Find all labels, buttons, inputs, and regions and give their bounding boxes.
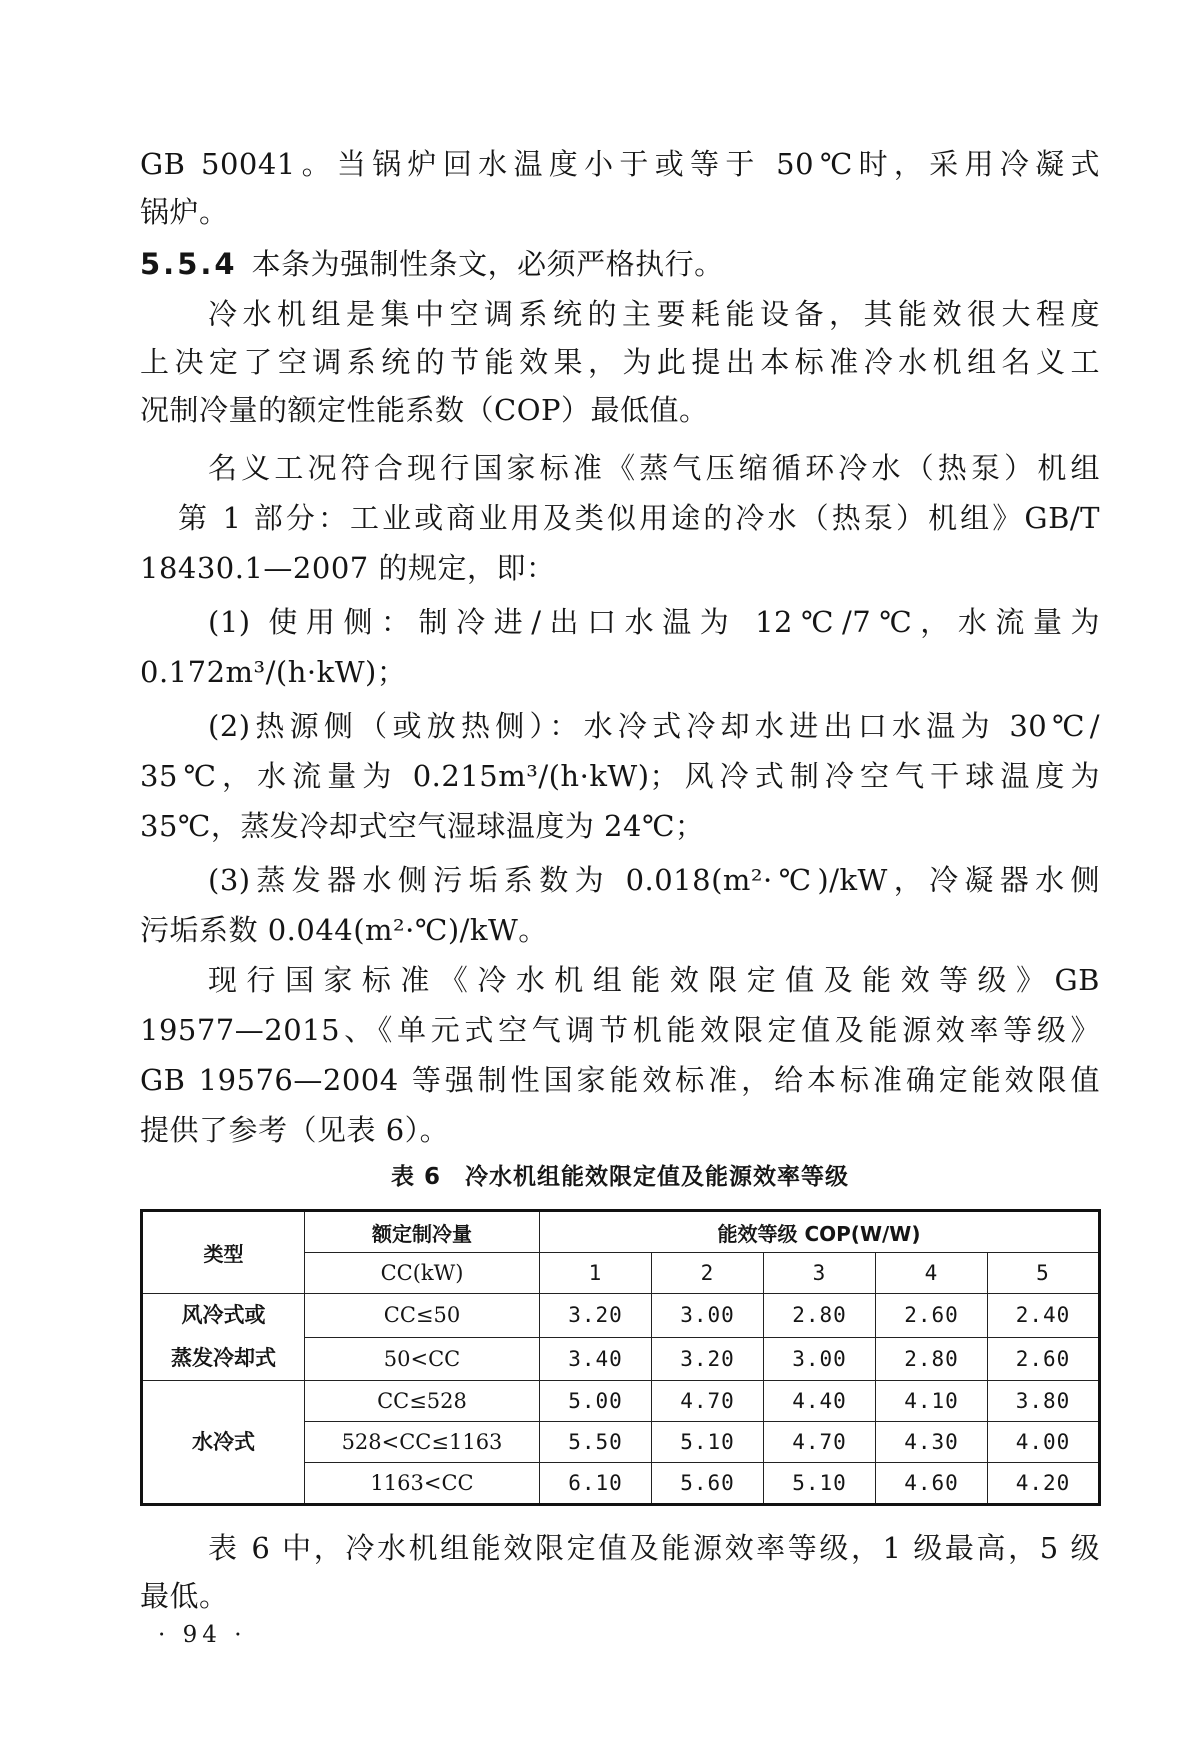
- paragraph-line: 锅炉。: [140, 195, 229, 229]
- cop-cell: 4.30: [876, 1422, 988, 1463]
- cop-cell: 2.60: [876, 1294, 988, 1338]
- page-number: · 94 ·: [158, 1622, 247, 1648]
- paragraph-line: 35℃，水流量为 0.215m³/(h·kW)；风冷式制冷空气干球温度为: [140, 759, 1100, 793]
- paragraph-line: (3)蒸发器水侧污垢系数为 0.018(m²·℃)/kW，冷凝器水侧: [208, 863, 1100, 897]
- paragraph-line: 第 1 部分：工业或商业用及类似用途的冷水（热泵）机组》GB/T: [178, 501, 1100, 535]
- cop-cell: 3.80: [988, 1381, 1100, 1422]
- cop-cell: 4.70: [652, 1381, 764, 1422]
- cop-cell: 5.60: [652, 1463, 764, 1505]
- section-heading-text: 本条为强制性条文，必须严格执行。: [251, 247, 724, 281]
- header-grade: 4: [876, 1253, 988, 1294]
- cop-cell: 5.10: [652, 1422, 764, 1463]
- cop-cell: 5.10: [764, 1463, 876, 1505]
- cop-efficiency-table: [140, 1209, 1101, 1506]
- header-grade: 5: [988, 1253, 1100, 1294]
- cop-cell: 4.20: [988, 1463, 1100, 1505]
- paragraph-line: 提供了参考（见表 6）。: [140, 1113, 450, 1147]
- header-capacity-line1: 额定制冷量: [305, 1211, 540, 1253]
- cop-cell: 4.00: [988, 1422, 1100, 1463]
- header-grade: 2: [652, 1253, 764, 1294]
- paragraph-line: GB 19576—2004 等强制性国家能效标准，给本标准确定能效限值: [140, 1063, 1100, 1097]
- cop-cell: 4.70: [764, 1422, 876, 1463]
- cop-cell: 2.60: [988, 1337, 1100, 1381]
- capacity-cell: CC≤50: [305, 1294, 540, 1338]
- table-row: [142, 1381, 1100, 1422]
- cop-cell: 3.00: [764, 1337, 876, 1381]
- type-cell: [142, 1294, 305, 1381]
- cop-cell: 4.10: [876, 1381, 988, 1422]
- type-line: 蒸发冷却式: [171, 1346, 276, 1370]
- cop-cell: 5.50: [540, 1422, 652, 1463]
- header-grade-group: 能效等级 COP(W/W): [540, 1211, 1100, 1253]
- cop-cell: 6.10: [540, 1463, 652, 1505]
- type-cell: [142, 1381, 305, 1505]
- cop-cell: 4.60: [876, 1463, 988, 1505]
- table-number: 表 6: [390, 1164, 441, 1190]
- capacity-cell: CC≤528: [305, 1381, 540, 1422]
- paragraph-line: 最低。: [140, 1579, 229, 1613]
- paragraph-line: 19577—2015、《单元式空气调节机能效限定值及能源效率等级》: [140, 1013, 1100, 1047]
- capacity-cell: 50<CC: [305, 1337, 540, 1381]
- cop-cell: 2.40: [988, 1294, 1100, 1338]
- paragraph-line: 35℃，蒸发冷却式空气湿球温度为 24℃；: [140, 809, 705, 843]
- cop-cell: 3.40: [540, 1337, 652, 1381]
- table-caption: [140, 1158, 1100, 1191]
- section-heading: [140, 240, 1100, 288]
- cop-cell: 2.80: [876, 1337, 988, 1381]
- paragraph-line: 18430.1—2007 的规定，即：: [140, 551, 556, 585]
- paragraph-line: 况制冷量的额定性能系数（COP）最低值。: [140, 393, 709, 427]
- cop-cell: 4.40: [764, 1381, 876, 1422]
- header-grade: 1: [540, 1253, 652, 1294]
- section-number: 5.5.4: [140, 247, 238, 281]
- type-line: 水冷式: [192, 1429, 255, 1454]
- cop-cell: 3.00: [652, 1294, 764, 1338]
- paragraph-line: 表 6 中，冷水机组能效限定值及能源效率等级，1 级最高，5 级: [208, 1531, 1100, 1565]
- paragraph-line: 污垢系数 0.044(m²·℃)/kW。: [140, 913, 548, 947]
- table-title: 冷水机组能效限定值及能源效率等级: [465, 1164, 849, 1190]
- cop-cell: 3.20: [540, 1294, 652, 1338]
- cop-cell: 3.20: [652, 1337, 764, 1381]
- cop-cell: 5.00: [540, 1381, 652, 1422]
- type-line: 风冷式或: [181, 1303, 266, 1327]
- paragraph-line: (1) 使用侧：制冷进/出口水温为 12℃/7℃，水流量为: [208, 605, 1100, 639]
- paragraph-line: 现行国家标准《冷水机组能效限定值及能效等级》GB: [208, 963, 1100, 997]
- paragraph-line: 名义工况符合现行国家标准《蒸气压缩循环冷水（热泵）机组: [208, 451, 1100, 485]
- capacity-cell: 1163<CC: [305, 1463, 540, 1505]
- paragraph-line: (2)热源侧（或放热侧）：水冷式冷却水进出口水温为 30℃/: [208, 709, 1100, 743]
- capacity-cell: 528<CC≤1163: [305, 1422, 540, 1463]
- table-header-row: [142, 1211, 1100, 1253]
- header-type: 类型: [142, 1211, 305, 1294]
- header-capacity-line2: CC(kW): [305, 1253, 540, 1294]
- cop-cell: 2.80: [764, 1294, 876, 1338]
- paragraph-line: 0.172m³/(h·kW)；: [140, 655, 407, 689]
- paragraph-line: 冷水机组是集中空调系统的主要耗能设备，其能效很大程度: [208, 297, 1100, 331]
- header-grade: 3: [764, 1253, 876, 1294]
- paragraph-line: 上决定了空调系统的节能效果，为此提出本标准冷水机组名义工: [140, 345, 1100, 379]
- table-row: [142, 1294, 1100, 1338]
- paragraph-line: GB 50041。当锅炉回水温度小于或等于 50℃时，采用冷凝式: [140, 147, 1100, 181]
